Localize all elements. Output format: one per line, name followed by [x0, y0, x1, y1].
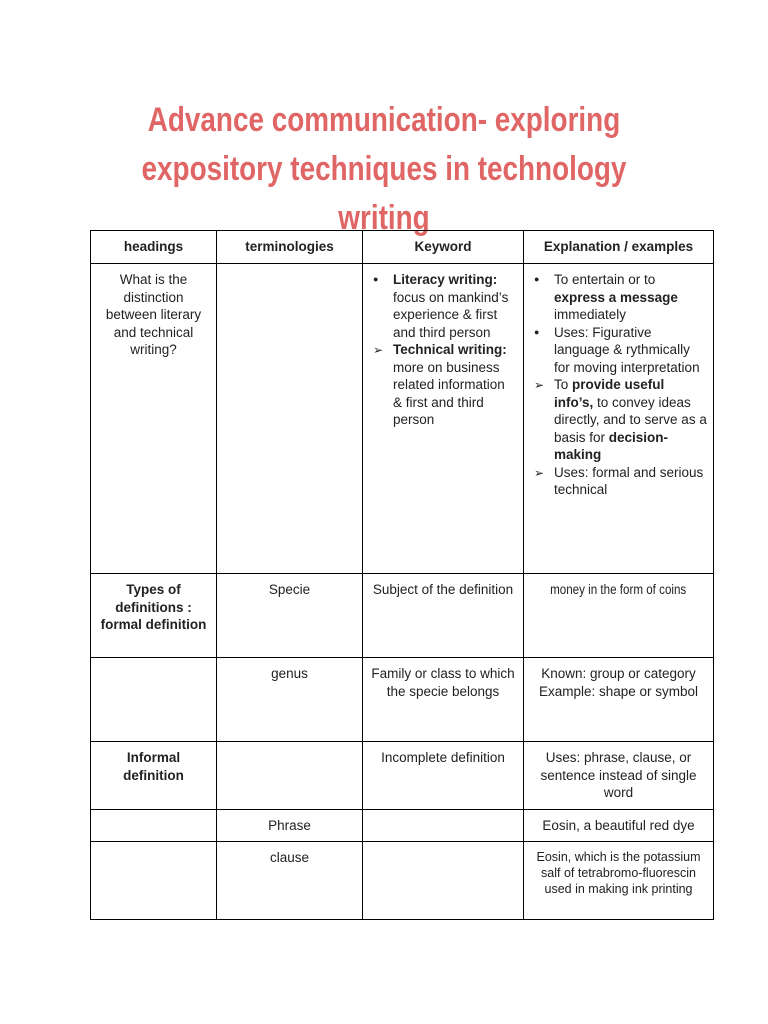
header-headings: headings: [91, 231, 217, 264]
cell-explanation: [524, 264, 714, 574]
explanation-text: To entertain or to: [554, 272, 656, 287]
explanation-bold: express a message: [554, 289, 678, 305]
bullet-dot-icon: [373, 271, 389, 291]
table-row: [91, 809, 714, 842]
list-item: [369, 341, 517, 429]
header-terminologies: terminologies: [217, 231, 363, 264]
table-row: [91, 658, 714, 742]
explanation-text: immediately: [554, 307, 627, 322]
cell-terminology: genus: [217, 658, 363, 742]
header-explanation: Explanation / examples: [524, 231, 714, 264]
cell-terminology: Specie: [217, 574, 363, 658]
explanation-text: Uses: formal and serious technical: [554, 464, 704, 497]
cell-terminology: clause: [217, 842, 363, 920]
cell-keyword: Family or class to which the specie belongs: [363, 658, 524, 742]
cell-explanation: [524, 658, 714, 742]
explanation-line: Example: shape or symbol: [538, 683, 699, 699]
cell-explanation: Eosin, a beautiful red dye: [524, 809, 714, 842]
cell-heading: Types of definitions : formal definition: [91, 574, 217, 658]
cell-explanation: Uses: phrase, clause, or sentence instead of single word: [524, 742, 714, 810]
bullet-dot-icon: [534, 271, 550, 291]
bullet-dot-icon: [534, 324, 550, 344]
bullet-arrow-icon: [373, 341, 389, 360]
cell-explanation: [524, 574, 714, 658]
cell-explanation: Eosin, which is the potassium salf of tetrabromo-fluorescin used in making ink printing: [524, 842, 714, 920]
bullet-arrow-icon: [534, 376, 550, 395]
table-row: [91, 264, 714, 574]
list-item: [530, 271, 707, 324]
cell-heading: [91, 842, 217, 920]
explanation-text: To: [554, 377, 573, 392]
table-row: [91, 574, 714, 658]
keyword-term: Technical writing:: [393, 342, 507, 357]
page-title: [102, 96, 666, 243]
page-title-line-1: Advance communication- exploring: [147, 101, 621, 139]
explanation-line: Known: group or category: [541, 666, 696, 681]
keyword-text: focus on mankind’s experience & first and third person: [393, 289, 509, 340]
page-title-line-2: expository techniques in technology writing: [141, 150, 627, 237]
definitions-table: [90, 230, 714, 920]
explanation-text: to convey ideas directly, and to serve as a basis for: [554, 394, 707, 445]
bullet-arrow-icon: [534, 464, 550, 483]
list-item: [530, 376, 707, 464]
header-keyword: Keyword: [363, 231, 524, 264]
list-item: [530, 324, 707, 377]
cell-keyword: Incomplete definition: [363, 742, 524, 810]
cell-heading: Informal definition: [91, 742, 217, 810]
cell-keyword: [363, 842, 524, 920]
cell-heading: [91, 809, 217, 842]
cell-keyword: Subject of the definition: [363, 574, 524, 658]
table-row: [91, 842, 714, 920]
explanation-text: Uses: Figurative language & rythmically for moving interpretation: [554, 324, 700, 375]
cell-keyword: [363, 809, 524, 842]
list-item: [530, 464, 707, 499]
cell-heading: What is the distinction between literary and technical writing?: [91, 264, 217, 574]
explanation-bold: decision-making: [554, 429, 669, 462]
cell-terminology: Phrase: [217, 809, 363, 842]
list-item: [369, 271, 517, 341]
keyword-list: [369, 271, 517, 429]
cell-terminology: [217, 742, 363, 810]
cell-heading: [91, 658, 217, 742]
table-header-row: [91, 231, 714, 264]
explanation-list: [530, 271, 707, 499]
cell-keyword: [363, 264, 524, 574]
keyword-term: Literacy writing:: [393, 272, 498, 287]
explanation-bold: provide useful info’s,: [554, 377, 665, 410]
explanation-text: money in the form of coins: [550, 582, 687, 597]
table-row: [91, 742, 714, 810]
cell-terminology: [217, 264, 363, 574]
keyword-text: more on business related information & first and third person: [393, 359, 505, 427]
